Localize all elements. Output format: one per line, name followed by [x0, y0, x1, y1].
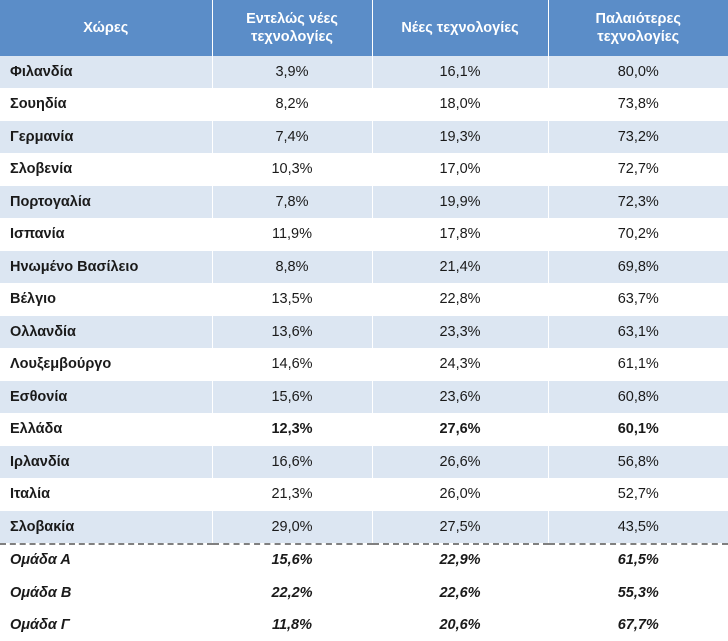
cell-brand-new-technologies: 16,6% [212, 446, 372, 479]
cell-brand-new-technologies: 13,6% [212, 316, 372, 349]
table-row [0, 56, 728, 88]
table-row [0, 316, 728, 349]
table-row [0, 153, 728, 186]
cell-new-technologies: 26,0% [372, 478, 548, 511]
table-row [0, 544, 728, 577]
cell-older-technologies: 63,7% [548, 283, 728, 316]
table-row [0, 88, 728, 121]
row-label-country: Βέλγιο [0, 283, 212, 316]
cell-brand-new-technologies: 10,3% [212, 153, 372, 186]
cell-older-technologies: 72,7% [548, 153, 728, 186]
table-row [0, 446, 728, 479]
cell-new-technologies: 19,9% [372, 186, 548, 219]
column-header-new-technologies: Νέες τεχνολογίες [372, 0, 548, 56]
cell-older-technologies: 72,3% [548, 186, 728, 219]
cell-brand-new-technologies: 22,2% [212, 577, 372, 610]
cell-new-technologies: 27,5% [372, 511, 548, 544]
cell-older-technologies: 73,8% [548, 88, 728, 121]
cell-older-technologies: 73,2% [548, 121, 728, 154]
cell-older-technologies: 69,8% [548, 251, 728, 284]
cell-new-technologies: 21,4% [372, 251, 548, 284]
table-header-row [0, 0, 728, 56]
cell-older-technologies: 63,1% [548, 316, 728, 349]
cell-older-technologies: 70,2% [548, 218, 728, 251]
cell-new-technologies: 22,6% [372, 577, 548, 610]
row-label-country: Πορτογαλία [0, 186, 212, 219]
column-header-older-technologies: Παλαιότερες τεχνολογίες [548, 0, 728, 56]
table-row [0, 577, 728, 610]
cell-new-technologies: 17,0% [372, 153, 548, 186]
row-label-country: Ομάδα Α [0, 544, 212, 577]
row-label-country: Ιρλανδία [0, 446, 212, 479]
row-label-country: Ολλανδία [0, 316, 212, 349]
cell-brand-new-technologies: 13,5% [212, 283, 372, 316]
cell-brand-new-technologies: 8,2% [212, 88, 372, 121]
table-row [0, 511, 728, 544]
cell-new-technologies: 26,6% [372, 446, 548, 479]
cell-new-technologies: 16,1% [372, 56, 548, 88]
cell-new-technologies: 17,8% [372, 218, 548, 251]
cell-brand-new-technologies: 15,6% [212, 381, 372, 414]
cell-brand-new-technologies: 11,8% [212, 609, 372, 641]
table-row [0, 413, 728, 446]
cell-older-technologies: 60,8% [548, 381, 728, 414]
cell-new-technologies: 27,6% [372, 413, 548, 446]
row-label-country: Ισπανία [0, 218, 212, 251]
cell-older-technologies: 61,1% [548, 348, 728, 381]
table-row [0, 218, 728, 251]
cell-brand-new-technologies: 3,9% [212, 56, 372, 88]
cell-new-technologies: 23,6% [372, 381, 548, 414]
cell-older-technologies: 43,5% [548, 511, 728, 544]
table-row [0, 478, 728, 511]
cell-brand-new-technologies: 12,3% [212, 413, 372, 446]
cell-brand-new-technologies: 29,0% [212, 511, 372, 544]
column-header-countries: Χώρες [0, 0, 212, 56]
cell-older-technologies: 80,0% [548, 56, 728, 88]
cell-older-technologies: 67,7% [548, 609, 728, 641]
cell-older-technologies: 52,7% [548, 478, 728, 511]
table-body [0, 56, 728, 641]
row-label-country: Ομάδα Β [0, 577, 212, 610]
cell-new-technologies: 24,3% [372, 348, 548, 381]
row-label-country: Σλοβακία [0, 511, 212, 544]
row-label-country: Σλοβενία [0, 153, 212, 186]
cell-brand-new-technologies: 14,6% [212, 348, 372, 381]
cell-older-technologies: 60,1% [548, 413, 728, 446]
row-label-country: Ελλάδα [0, 413, 212, 446]
table-row [0, 186, 728, 219]
table-header [0, 0, 728, 56]
row-label-country: Φιλανδία [0, 56, 212, 88]
cell-brand-new-technologies: 21,3% [212, 478, 372, 511]
table-row [0, 348, 728, 381]
cell-brand-new-technologies: 15,6% [212, 544, 372, 577]
cell-older-technologies: 61,5% [548, 544, 728, 577]
row-label-country: Λουξεμβούργο [0, 348, 212, 381]
cell-brand-new-technologies: 11,9% [212, 218, 372, 251]
cell-older-technologies: 56,8% [548, 446, 728, 479]
row-label-country: Ομάδα Γ [0, 609, 212, 641]
cell-new-technologies: 22,9% [372, 544, 548, 577]
cell-new-technologies: 22,8% [372, 283, 548, 316]
row-label-country: Εσθονία [0, 381, 212, 414]
cell-new-technologies: 18,0% [372, 88, 548, 121]
cell-brand-new-technologies: 7,8% [212, 186, 372, 219]
row-label-country: Σουηδία [0, 88, 212, 121]
row-label-country: Ιταλία [0, 478, 212, 511]
column-header-brand-new-technologies: Εντελώς νέες τεχνολογίες [212, 0, 372, 56]
table-row [0, 251, 728, 284]
table-row [0, 609, 728, 641]
row-label-country: Ηνωμένο Βασίλειο [0, 251, 212, 284]
cell-new-technologies: 20,6% [372, 609, 548, 641]
table-row [0, 381, 728, 414]
table-row [0, 283, 728, 316]
table-row [0, 121, 728, 154]
cell-older-technologies: 55,3% [548, 577, 728, 610]
row-label-country: Γερμανία [0, 121, 212, 154]
cell-new-technologies: 19,3% [372, 121, 548, 154]
cell-new-technologies: 23,3% [372, 316, 548, 349]
cell-brand-new-technologies: 8,8% [212, 251, 372, 284]
cell-brand-new-technologies: 7,4% [212, 121, 372, 154]
